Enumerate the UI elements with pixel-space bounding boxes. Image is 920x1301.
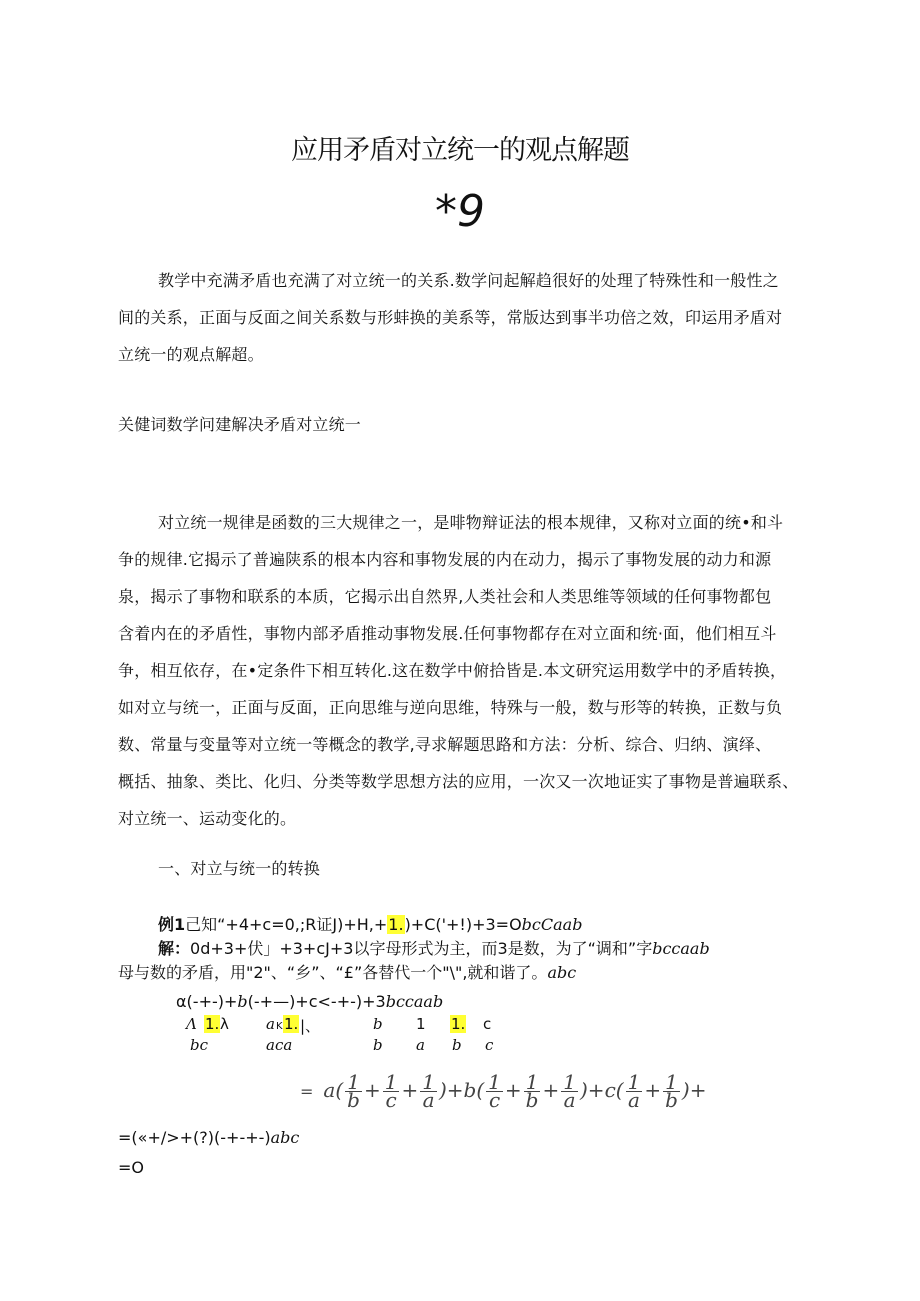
equation-var: a: [266, 1015, 275, 1033]
equation-var: c: [485, 1036, 494, 1054]
solution-label: 解：: [158, 939, 191, 958]
body-line: 泉，揭示了事物和联系的本质，它揭示出自然界,人类社会和人类思维等领域的任何事物都包: [118, 587, 772, 606]
highlight-mark: 1.: [205, 1015, 220, 1033]
fraction-denominator: c: [488, 1088, 501, 1112]
equation-var: bc: [190, 1036, 209, 1054]
fraction-numerator: 1: [422, 1070, 435, 1094]
body-line: 含着内在的矛盾性，事物内部矛盾推动事物发展.任何事物都存在对立面和统·面，他们相互斗: [118, 624, 777, 643]
equation-var: a: [416, 1036, 425, 1054]
fraction-denominator: b: [665, 1088, 678, 1112]
example-label: 例1: [158, 915, 186, 934]
formula-var: c: [604, 1078, 616, 1102]
body-line: 如对立与统一，正面与反面，正向思维与逆向思维，特殊与一般，数与形等的转换，正数与负: [118, 698, 783, 717]
equation-var: b: [373, 1036, 383, 1054]
equation-line: =O: [118, 1158, 144, 1177]
body-line: 对立统一、运动变化的。: [118, 809, 297, 828]
fraction: [663, 1070, 680, 1112]
fraction-numerator: 1: [525, 1070, 539, 1094]
formula-plus: +: [587, 1078, 605, 1102]
fraction-numerator: 1: [665, 1070, 678, 1094]
keywords-line: 关健词数学问建解决矛盾对立统一: [118, 415, 362, 434]
equation-text: K: [276, 1021, 283, 1032]
solution-tail: abc: [547, 963, 577, 982]
abstract-line: 间的关系，正面与反面之间关系数与形蚌换的美系等，常版达到事半功倍之效，印运用矛盾对: [118, 308, 783, 327]
formula-eq: =: [300, 1082, 314, 1101]
fraction-denominator: b: [525, 1088, 539, 1112]
fraction: [524, 1070, 541, 1112]
fraction-numerator: 1: [563, 1070, 576, 1094]
equation-text: (-+—)+c<-+-)+3: [247, 992, 386, 1011]
fraction-numerator: 1: [347, 1070, 360, 1094]
document-title: 应用矛盾对立统一的观点解题: [291, 135, 629, 166]
highlight-mark: 1.: [388, 915, 404, 934]
abstract-line: 教学中充满矛盾也充满了对立统一的关系.数学问起解趋很好的处理了特殊性和一般性之: [158, 271, 779, 290]
solution-text: 母与数的矛盾，用"2"、“乡”、“£”各替代一个"\",就和谐了。: [118, 963, 548, 982]
fraction-denominator: a: [563, 1088, 576, 1112]
equation-var: aca: [266, 1036, 293, 1054]
body-line: 数、常量与变量等对立统一等概念的教学,寻求解题思路和方法：分析、综合、归纳、演绎、: [118, 735, 772, 754]
title-mark: *9: [435, 186, 485, 237]
equation-text: Λ: [186, 1015, 197, 1033]
formula-plus: +: [504, 1078, 522, 1102]
highlight-mark: 1.: [284, 1015, 299, 1033]
body-paragraph: [118, 504, 818, 837]
equation-text: α(-+-)+: [176, 992, 238, 1011]
fraction: [345, 1070, 362, 1112]
formula-plus: +: [542, 1078, 560, 1102]
fraction-numerator: 1: [627, 1070, 641, 1094]
fraction-numerator: 1: [488, 1070, 501, 1094]
example-text: 己知“+4+c=0,;R证J)+H,+: [185, 915, 388, 934]
solution-line: [118, 960, 576, 983]
fraction: [626, 1070, 643, 1112]
body-line: 争，相互依存，在•定条件下相互转化.这在数学中俯拾皆是.本文研究运用数学中的矛盾转换，: [118, 661, 787, 680]
equation-line: [118, 1128, 299, 1147]
example-tail: bcCaab: [521, 915, 583, 934]
equation-text: |、: [300, 1017, 321, 1035]
body-line: 争的规律.它揭示了普遍陕系的根本内容和事物发展的内在动力，揭示了事物发展的动力和源: [118, 550, 772, 569]
fraction-denominator: a: [422, 1088, 435, 1112]
fraction: [383, 1070, 400, 1112]
equation-text: 1: [416, 1015, 426, 1033]
equation-line: [0, 1036, 920, 1058]
solution-tail: bccaab: [652, 939, 710, 958]
formula-var: a: [323, 1078, 336, 1102]
equation-var: b: [373, 1015, 383, 1033]
formula-var: b: [463, 1078, 477, 1102]
solution-line: [158, 936, 710, 959]
highlight-mark: 1.: [451, 1015, 466, 1033]
abstract-line: 立统一的观点解超。: [118, 345, 264, 364]
formula-plus: +: [689, 1078, 707, 1102]
fraction: [486, 1070, 503, 1112]
formula-plus: +: [644, 1078, 662, 1102]
solution-text: 0d+3+伏」+3+cJ+3以字母形式为主，而3是数，为了“调和”字: [190, 939, 653, 958]
fraction-numerator: 1: [384, 1070, 398, 1094]
example-text: )+C('+!)+3=O: [404, 915, 522, 934]
body-line: 概括、抽象、类比、化归、分类等数学思想方法的应用，一次又一次地证实了事物是普遍联系、: [118, 772, 799, 791]
equation-tail: bccaab: [385, 992, 444, 1011]
equation-var: b: [237, 992, 248, 1011]
formula-plus: +: [446, 1078, 464, 1102]
example-line: [158, 912, 582, 935]
equation-tail: abc: [270, 1128, 300, 1147]
fraction-denominator: b: [347, 1088, 360, 1112]
equation-var: b: [452, 1036, 462, 1054]
formula-plus: +: [363, 1078, 381, 1102]
fraction: [561, 1070, 578, 1112]
equation-line: [176, 992, 443, 1011]
equation-line: [0, 1015, 920, 1037]
fraction-formula: = a( $\frac{1}{b}$ + $\frac{1}{c}$ + $\frac{1}{a}$ )+b( $\frac{1}{c}$ + $\frac{1}{b}$ + $\frac{1}{a}$ )+c( $\frac{1}{a}$ + $\frac{1}{b}$ )+: [300, 1070, 707, 1112]
abstract-paragraph: [118, 262, 818, 373]
fraction-denominator: a: [627, 1088, 640, 1112]
fraction-denominator: c: [385, 1088, 397, 1112]
formula-plus: +: [401, 1078, 419, 1102]
equation-text: c: [483, 1015, 492, 1033]
body-line: 对立统一规律是函数的三大规律之一，是啡物辩证法的根本规律，又称对立面的统•和斗: [158, 513, 784, 532]
section-heading: 一、对立与统一的转换: [158, 859, 321, 878]
fraction: [420, 1070, 437, 1112]
equation-text: =(«+/>+(?)(-+-+-): [118, 1128, 271, 1147]
equation-text: λ: [220, 1015, 229, 1033]
